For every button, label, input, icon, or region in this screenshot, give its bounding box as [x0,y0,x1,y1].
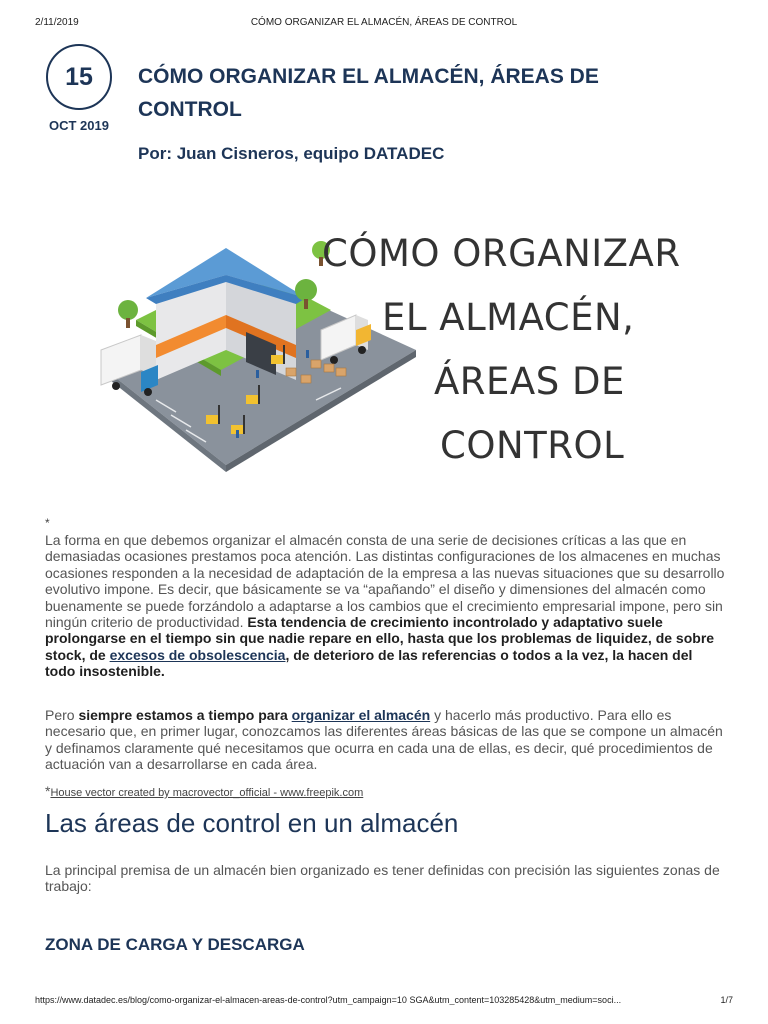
paragraph-third: La principal premisa de un almacén bien organizado es tener definidas con precisión las siguientes zonas de trabajo: [45,862,720,895]
hero-title-text [322,222,722,478]
print-header [0,17,768,31]
paragraph-intro-text: La forma en que debemos organizar el almacén consta de una serie de decisiones críticas a las que en demasiadas ocasiones prestamos poca atención. Las distintas configuraciones de los almacenes en muchas ocasiones responden a la necesidad de adaptación de la empresa a las nuevas situaciones que su desarrollo evolutivo impone. Es decir, que básicamente se va “apañando” el diseño y dimensiones del almacén como buenamente se puede forzándolo a adaptarse a los cambios que el crecimiento empresarial impone, pero sin ningún criterio de productividad. [45,532,725,631]
print-date: 2/11/2019 [35,17,79,28]
subheading: ZONA DE CARGA Y DESCARGA [45,935,305,954]
section-heading: Las áreas de control en un almacén [45,808,459,838]
paragraph-second-bold: siempre estamos a tiempo para [78,707,292,723]
print-page-number: 1/7 [720,995,733,1005]
print-footer [0,995,768,1009]
hero-line-2: EL ALMACÉN, [382,296,635,339]
credit-link[interactable]: House vector created by macrovector_official - www.freepik.com [50,787,364,799]
hero-line-4: CONTROL [440,424,625,467]
article-byline: Por: Juan Cisneros, equipo DATADEC [138,144,445,163]
print-url: https://www.datadec.es/blog/como-organizar-el-almacen-areas-de-control?utm_campaign=10 SGA&utm_content=103285428&utm_medium=soci... [35,995,622,1005]
paragraph-second-end: y hacerlo más productivo. Para ello es necesario que, en primer lugar, conozcamos las diferentes áreas básicas de las que se compone un almacén y definamos claramente qué necesitamos que ocurra en cada una de ellas, es decir, qué procedimientos de actuación van a desarrollarse en cada área. [45,707,723,773]
link-organizar-almacen[interactable]: organizar el almacén [291,707,431,723]
date-day: 15 [46,44,112,110]
paragraph-intro-bold-end: , de deterioro de las referencias o todos a la vez, la hacen del todo insostenible. [45,646,693,680]
paragraph-second [45,707,725,773]
paragraph-intro-bold: Esta tendencia de crecimiento incontrolado y adaptativo suele prolongarse en el tiempo sin que nadie repare en ello, hasta que los problemas de liquidez, de sobre stock, de [45,614,715,663]
image-credit [45,783,363,799]
credit-star: * [45,783,51,799]
paragraph-second-start: Pero [45,707,79,723]
print-title: CÓMO ORGANIZAR EL ALMACÉN, ÁREAS DE CONTROL [250,17,518,28]
date-month-year: OCT 2019 [49,118,109,133]
article-title: CÓMO ORGANIZAR EL ALMACÉN, ÁREAS DE CONTROL [138,65,599,121]
date-badge [45,44,113,133]
link-excesos-obsolescencia[interactable]: excesos de obsolescencia [109,646,286,663]
intro-asterisk: * [45,516,50,530]
paragraph-intro [45,532,725,680]
hero-line-1: CÓMO ORGANIZAR [322,232,681,275]
hero-line-3: ÁREAS DE [434,360,625,403]
